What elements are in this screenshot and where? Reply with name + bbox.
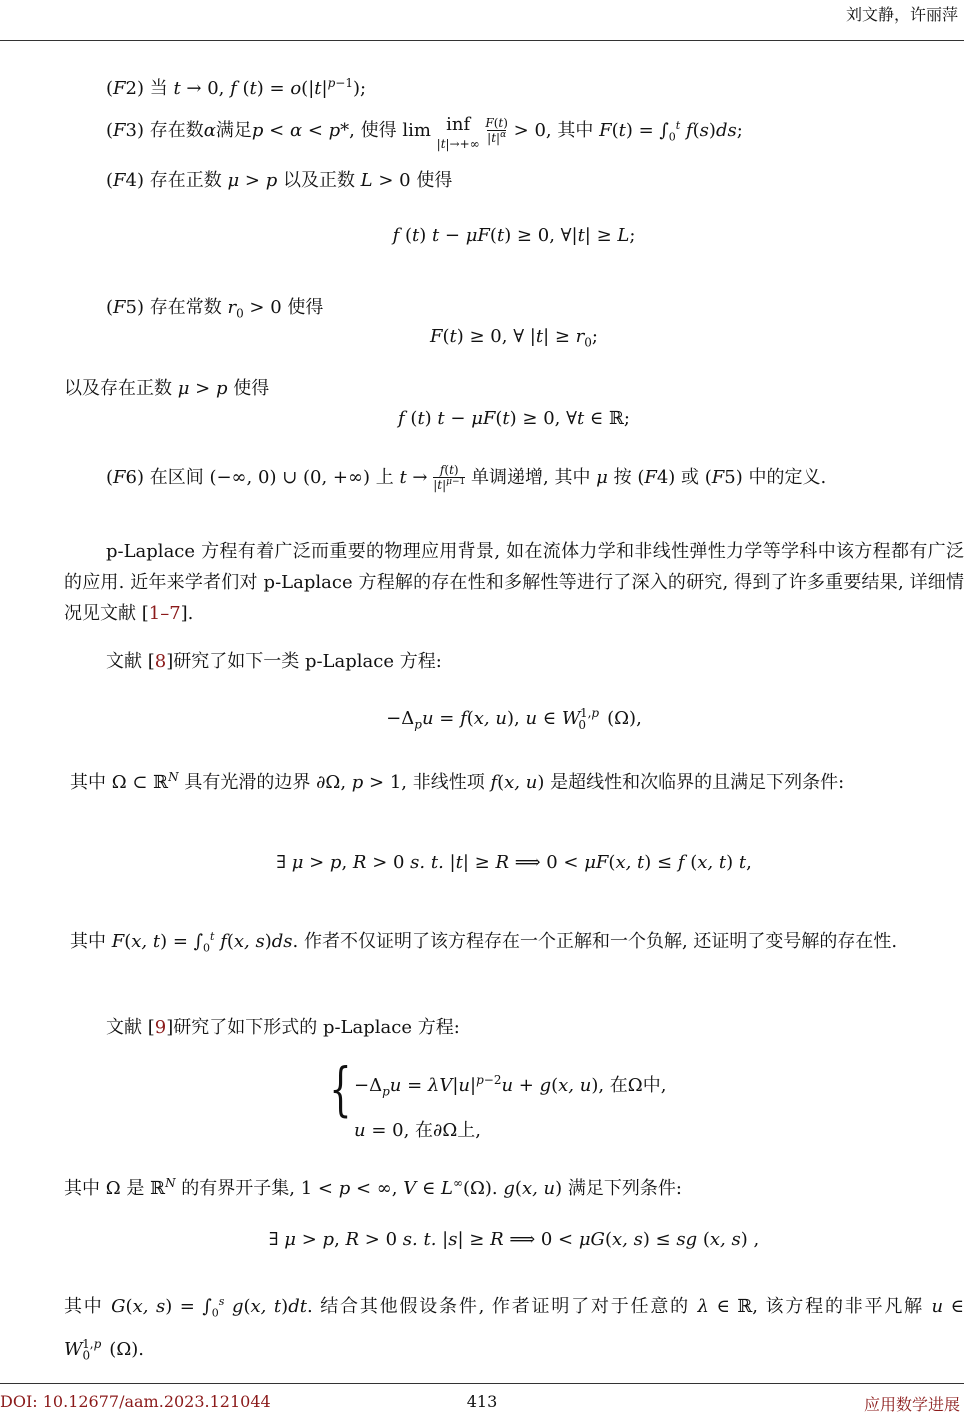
paragraph-ref9-result: 其中 G(x, $s) = \int_0^s$ g(x, t)dt. 结合其他假设条件, 作者证明了对于任意的 λ ∈ ℝ, 该方程的非平凡解 u ∈ $W_0^{1,p}$ (Ω). — [64, 1295, 964, 1363]
footer-journal[interactable]: 应用数学进展 — [863, 1395, 960, 1414]
equation-ref8: $-\Delta_pu = f(x$, u), u ∈ $W_0^{1,p}$ (Ω), — [386, 706, 642, 732]
condition-f4-equation: f (t) t − μF(t) ≥ 0, ∀|t| ≥ L; — [392, 225, 636, 246]
condition-f2: (F2) 当 t → 0, f $(t) = o(|t|^{p-1})$; — [106, 76, 367, 99]
paragraph-background: p-Laplace 方程有着广泛而重要的物理应用背景, 如在流体力学和非线性弹性力学等学科中该方程都有广泛的应用. 近年来学者们对 p-Laplace 方程解的存在性和多解性等进行了深入的研究, 得到了许多重要结果, 详细情况见文献 [1–7]. — [64, 541, 964, 624]
condition-f5: (F5) 存在常数 $r_0 > 0$ 使得 — [106, 297, 324, 321]
paragraph-ref9-intro: 文献 [9]研究了如下形式的 p-Laplace 方程: — [106, 1017, 460, 1038]
footer-page-number: 413 — [466, 1392, 498, 1411]
left-brace: { — [329, 1055, 352, 1123]
header-rule — [0, 40, 964, 41]
running-header-authors: 刘文静，许丽萍 — [845, 5, 958, 24]
condition-f3: (F3) 存在数α满足p < α < p*, 使得 lim inf |t|→+∞ F(t) $|t|^\alpha > 0$, 其中 $F(t) = \int_0^t$ f(s)ds; — [106, 114, 743, 151]
equation-ar-condition-2: ∃ μ > p, R > 0 s. t. |s| ≥ R ⟹ 0 < μG(x, s) ≤ sg (x, s) , — [268, 1229, 760, 1250]
paragraph-ref8-conditions: 其中 Ω ⊂ ℝ$^N$ 具有光滑的边界 ∂Ω, p > 1, 非线性项 f(x, u) 是超线性和次临界的且满足下列条件: — [70, 770, 845, 793]
system-equation-2: u = 0, 在∂Ω上, — [354, 1120, 481, 1141]
condition-f5-equation-2: f (t) t − μF(t) ≥ 0, ∀t ∈ ℝ; — [398, 408, 630, 429]
condition-f4: (F4) 存在正数 μ > p 以及正数 L > 0 使得 — [106, 170, 453, 191]
footer-rule — [0, 1383, 964, 1384]
system-equation-1: $-\Delta_pu = \lambda V|u|^{p-2}u + g(x$, u), 在Ω中, — [354, 1073, 667, 1099]
condition-f6: (F6) 在区间 (−∞, 0) ∪ (0, +∞) 上 t → f(t) $|t|^{\mu-1}$ 单调递增, 其中 μ 按 (F4) 或 (F5) 中的定义. — [106, 462, 827, 492]
paragraph-ref8-result: 其中 F(x, $t) = \int_0^t$ f(x, s)ds. 作者不仅证明了该方程存在一个正解和一个负解, 还证明了变号解的存在性. — [70, 930, 898, 955]
condition-f5-continued: 以及存在正数 μ > p 使得 — [64, 378, 270, 399]
paragraph-ref8-intro: 文献 [8]研究了如下一类 p-Laplace 方程: — [106, 651, 442, 672]
footer-doi[interactable]: DOI: 10.12677/aam.2023.121044 — [0, 1392, 271, 1411]
paragraph-ref9-conditions: 其中 Ω 是 ℝ$^N$ 的有界开子集, 1 < p < ∞, V ∈ L∞(Ω). g(x, u) 满足下列条件: — [64, 1176, 682, 1199]
condition-f5-equation: F(t) ≥ 0, ∀ $|t| \ge r_0$; — [429, 326, 598, 350]
equation-ar-condition-1: ∃ μ > p, R > 0 s. t. |t| ≥ R ⟹ 0 < μF(x, t) ≤ f (x, t) t, — [276, 852, 752, 873]
